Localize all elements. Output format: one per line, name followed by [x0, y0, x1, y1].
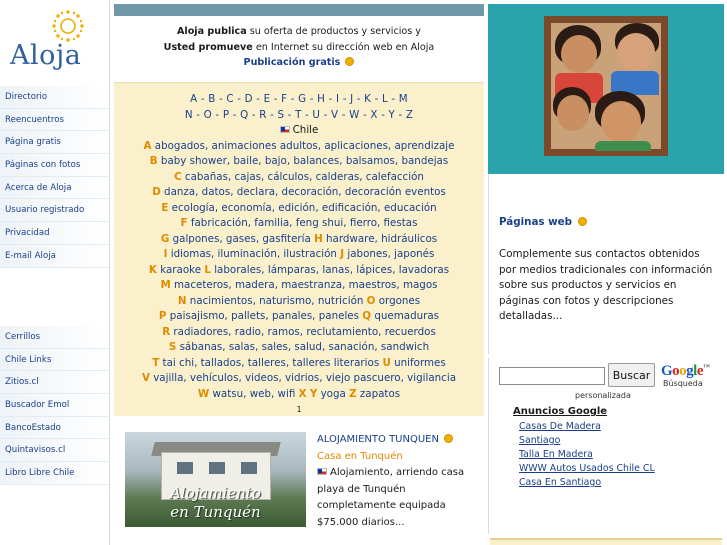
children-photo	[488, 4, 724, 174]
country-name: Chile	[292, 124, 319, 136]
category-links[interactable]: danza, datos, declara, decoración, decoración eventos	[164, 186, 446, 198]
sidebar-item-directorio[interactable]: Directorio	[0, 86, 109, 109]
letter-marker[interactable]: Q	[362, 310, 372, 322]
category-links[interactable]: uniformes	[394, 356, 446, 369]
category-line	[114, 232, 484, 248]
category-line	[114, 263, 484, 279]
intro-box	[114, 16, 484, 82]
letter-marker[interactable]: N	[177, 294, 187, 307]
aloja-logo[interactable]	[6, 6, 102, 78]
logo-wordmark: Aloja	[10, 40, 82, 71]
listing-text	[317, 432, 477, 532]
intro-bold-1: Aloja publica	[176, 26, 247, 37]
google-search-box	[488, 358, 724, 534]
paginas-web-box	[488, 174, 724, 354]
letter-marker[interactable]: T	[152, 356, 160, 369]
letter-marker[interactable]: D	[152, 186, 161, 198]
az-index-2[interactable]: N - O - P - Q - R - S - T - U - V - W - X - Y - Z	[184, 108, 414, 121]
category-links[interactable]: galpones, gases, gasfitería	[172, 232, 311, 245]
category-links[interactable]: karaoke	[160, 263, 202, 276]
ad-link[interactable]: Casas De Madera	[519, 421, 601, 432]
letter-marker[interactable]: K	[148, 263, 157, 276]
category-line	[114, 170, 484, 186]
star-icon	[578, 217, 587, 226]
intro-bold-2: Usted promueve	[163, 41, 253, 53]
category-links[interactable]: yoga	[320, 387, 346, 400]
featured-listing	[114, 430, 484, 540]
links-nav	[0, 326, 109, 485]
chile-flag-icon	[317, 468, 327, 475]
category-links[interactable]: baby shower, baile, bajo, balances, balsamos, bandejas	[160, 155, 449, 167]
google-tm: ™	[703, 363, 710, 371]
category-links[interactable]: tai chi, tallados, talleres, talleres literarios	[162, 356, 380, 369]
page-number[interactable]: 1	[296, 405, 302, 414]
letter-marker[interactable]: I	[163, 248, 168, 260]
country-label	[114, 123, 484, 139]
directory-box	[114, 82, 484, 416]
letter-marker[interactable]: Y	[309, 387, 318, 400]
intro-text-2: en Internet su dirección web en Aloja	[255, 41, 435, 53]
ad-link[interactable]: WWW Autos Usados Chile CL	[519, 463, 655, 474]
sidebar-item-e-mail-aloja[interactable]: E-mail Aloja	[0, 245, 109, 268]
category-links[interactable]: orgones	[378, 294, 421, 307]
ad-link[interactable]: Casa En Santiago	[519, 477, 602, 488]
letter-marker[interactable]: S	[168, 341, 177, 353]
category-line	[114, 201, 484, 217]
category-links[interactable]: laborales, lámparas, lanas, lápices, lavadoras	[214, 263, 450, 276]
intro-line-1	[114, 24, 484, 40]
letter-marker[interactable]: B	[149, 155, 158, 167]
search-input[interactable]	[499, 367, 605, 385]
listing-description: Alojamiento, arriendo casa playa de Tunquén completamente equipada $75.000 diarios...	[317, 467, 465, 528]
paginas-web-link[interactable]: Páginas web	[499, 216, 572, 228]
paginas-web-heading	[499, 216, 587, 228]
sidebar-item-zitios-cl[interactable]: Zitios.cl	[0, 371, 109, 394]
category-line	[114, 247, 484, 263]
letter-marker[interactable]: G	[160, 232, 170, 245]
sidebar-item-paginas-con-fotos[interactable]: Páginas con fotos	[0, 154, 109, 177]
paginas-web-text: Complemente sus contactos obtenidos por medios tradicionales con información sobre sus productos y servicios en páginas con fotos y descripciones detalladas...	[499, 248, 713, 323]
category-links[interactable]: paisajismo, pallets, panales, paneles	[169, 310, 360, 322]
letter-marker[interactable]: P	[158, 310, 167, 322]
category-links[interactable]: jabones, japonés	[347, 248, 435, 260]
category-line	[114, 340, 484, 356]
sidebar-item-chile-links[interactable]: Chile Links	[0, 349, 109, 372]
sidebar-item-usuario-registrado[interactable]: Usuario registrado	[0, 199, 109, 222]
personalizada-label: personalizada	[575, 391, 631, 400]
sidebar-item-pagina-gratis[interactable]: Página gratis	[0, 131, 109, 154]
letter-marker[interactable]: E	[161, 201, 169, 214]
category-line	[114, 356, 484, 372]
letter-marker[interactable]: Z	[349, 387, 357, 400]
ad-link[interactable]: Talla En Madera	[519, 449, 593, 460]
ad-link[interactable]: Santiago	[519, 435, 561, 446]
ads-title[interactable]: Anuncios Google	[513, 406, 608, 417]
google-logo: Google™	[661, 363, 710, 379]
category-lines	[114, 139, 484, 403]
category-links[interactable]: cabañas, cajas, cálculos, calderas, calefacción	[184, 170, 424, 183]
letter-marker[interactable]: O	[366, 294, 376, 307]
letter-marker[interactable]: C	[174, 170, 182, 183]
photo-caption-1: Alojamiento	[170, 484, 261, 502]
busqueda-label: Búsqueda	[663, 379, 703, 388]
letter-marker[interactable]: U	[382, 356, 391, 369]
az-index-1[interactable]: A - B - C - D - E - F - G - H - I - J - K - L - M	[190, 93, 408, 105]
right-bottom-band	[490, 538, 722, 545]
letter-marker[interactable]: X	[298, 387, 307, 400]
letter-marker[interactable]: V	[141, 372, 150, 384]
category-links[interactable]: zapatos	[359, 387, 401, 400]
center-column	[114, 4, 484, 545]
category-line	[114, 185, 484, 201]
category-line	[114, 325, 484, 341]
category-links[interactable]: watsu, web, wifi	[212, 387, 296, 400]
category-links[interactable]: fabricación, familia, feng shui, fierro, fiestas	[190, 217, 418, 229]
category-line	[114, 309, 484, 325]
letter-marker[interactable]: F	[180, 217, 188, 229]
letter-marker[interactable]: W	[197, 387, 210, 400]
category-links[interactable]: vajilla, vehículos, videos, vidrios, viejo pascuero, vigilancia	[153, 372, 457, 384]
category-line	[114, 139, 484, 155]
left-sidebar	[0, 0, 110, 545]
intro-line-2	[114, 40, 484, 56]
listing-photo[interactable]	[125, 432, 306, 527]
sidebar-item-cerrillos[interactable]: Cerrillos	[0, 326, 109, 349]
letter-marker[interactable]: H	[314, 232, 323, 245]
sidebar-item-bancoestado[interactable]: BancoEstado	[0, 417, 109, 440]
category-links[interactable]: quemaduras	[374, 310, 440, 322]
category-line	[114, 294, 484, 310]
star-icon	[444, 434, 453, 443]
chile-flag-icon	[280, 126, 290, 133]
sidebar-item-quintavisos-cl[interactable]: Quintavisos.cl	[0, 439, 109, 462]
category-line	[114, 216, 484, 232]
right-column	[488, 4, 724, 545]
intro-text-1: su oferta de productos y servicios y	[249, 26, 421, 37]
sidebar-item-privacidad[interactable]: Privacidad	[0, 222, 109, 245]
letter-marker[interactable]: A	[143, 139, 152, 152]
publicacion-gratis-link[interactable]: Publicación gratis	[243, 57, 341, 69]
category-links[interactable]: abogados, animaciones adultos, aplicaciones, aprendizaje	[154, 139, 455, 152]
buscar-button[interactable]: Buscar	[608, 363, 655, 387]
category-line	[114, 278, 484, 294]
photo-caption-2: en Tunquén	[170, 503, 261, 521]
category-links[interactable]: ecología, economía, edición, edificación, educación	[171, 201, 437, 214]
main-nav	[0, 86, 109, 268]
letter-marker[interactable]: M	[160, 279, 171, 291]
category-links[interactable]: nacimientos, naturismo, nutrición	[189, 294, 364, 307]
category-line	[114, 387, 484, 403]
top-band	[114, 4, 484, 16]
letter-marker[interactable]: L	[204, 263, 211, 276]
listing-title[interactable]: ALOJAMIENTO TUNQUEN	[317, 434, 439, 445]
sidebar-item-buscador-emol[interactable]: Buscador Emol	[0, 394, 109, 417]
category-line	[114, 154, 484, 170]
category-links[interactable]: maceteros, madera, maestranza, maestros, magos	[174, 279, 438, 291]
category-line	[114, 371, 484, 387]
letter-marker[interactable]: J	[340, 248, 345, 260]
sidebar-item-acerca-de-aloja[interactable]: Acerca de Aloja	[0, 177, 109, 200]
letter-marker[interactable]: R	[162, 325, 171, 338]
sidebar-item-reencuentros[interactable]: Reencuentros	[0, 109, 109, 132]
category-links[interactable]: radiadores, radio, ramos, reclutamiento, recuerdos	[173, 325, 436, 338]
star-icon	[345, 57, 354, 66]
sidebar-item-libro-libre-chile[interactable]: Libro Libre Chile	[0, 462, 109, 485]
category-links[interactable]: hardware, hidráulicos	[326, 232, 438, 245]
listing-subtitle[interactable]: Casa en Tunquén	[317, 450, 403, 462]
category-links[interactable]: idiomas, iluminación, ilustración	[170, 248, 337, 260]
category-links[interactable]: sábanas, salas, sales, salud, sanación, sandwich	[179, 341, 430, 353]
